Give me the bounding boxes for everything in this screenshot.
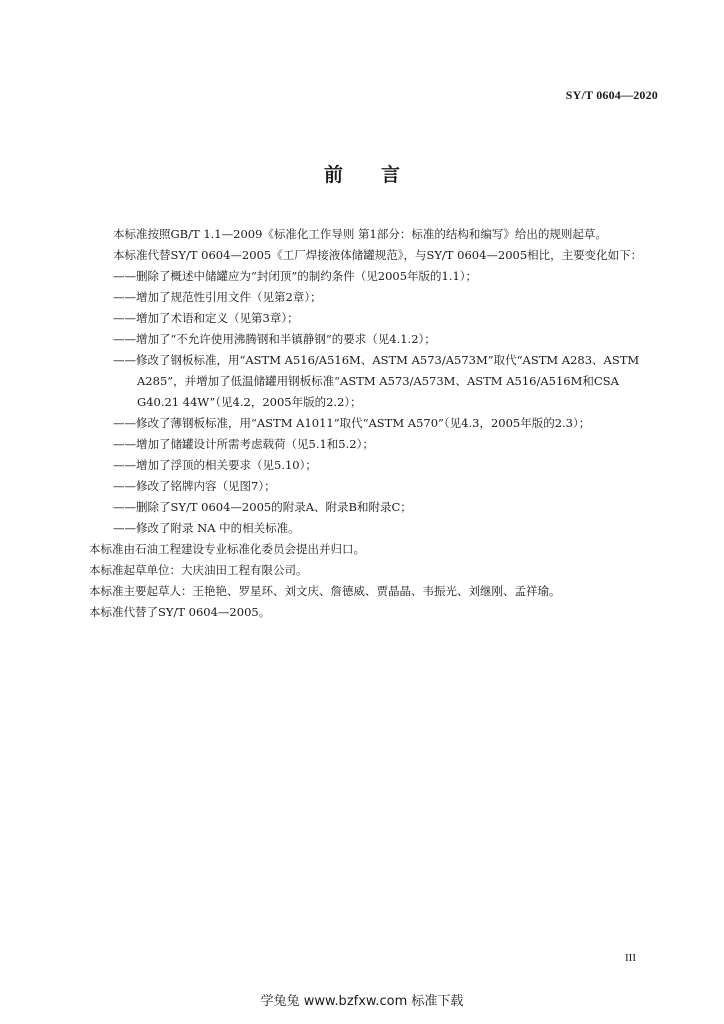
change-item: ——修改了铭牌内容（见图7）；: [113, 479, 276, 493]
change-item: ——修改了附录 NA 中的相关标准。: [113, 521, 300, 535]
replacement-paragraph: 本标准代替SY/T 0604—2005《工厂焊接液体储罐规范》，与SY/T 0604—2005相比，主要变化如下：: [113, 248, 643, 262]
intro-paragraph: 本标准按照GB/T 1.1—2009《标准化工作导则 第1部分：标准的结构和编写》给出的规则起草。: [113, 227, 607, 241]
proposer-line: 本标准由石油工程建设专业标准化委员会提出并归口。: [89, 542, 365, 556]
change-item: ——增加了浮顶的相关要求（见5.10）；: [113, 458, 317, 472]
change-item: ——修改了钢板标准，用“ASTM A516/A516M、ASTM A573/A573M”取代“ASTM A283、ASTM A285”，并增加了低温储罐用钢板标准“ASTM A573/A573M、ASTM A516/A516M和CSA G40.21 44W”（见4.2，2005年版的2.2）；: [113, 353, 640, 409]
change-item: ——增加了储罐设计所需考虑载荷（见5.1和5.2）；: [113, 437, 374, 451]
page-number: III: [625, 952, 636, 964]
change-item: ——删除了SY/T 0604—2005的附录A、附录B和附录C；: [113, 500, 412, 514]
page-title: 前言: [323, 164, 438, 186]
change-item: ——增加了规范性引用文件（见第2章）；: [113, 290, 322, 304]
footer-watermark: 学兔兔 www.bzfxw.com 标准下载: [260, 994, 464, 1009]
drafters-line: 本标准主要起草人：王艳艳、罗星环、刘文庆、詹德威、贾晶晶、韦振光、刘继刚、孟祥瑜。: [89, 584, 561, 598]
change-item: ——删除了概述中储罐应为“封闭顶”的制约条件（见2005年版的1.1）；: [113, 269, 478, 283]
change-item: ——修改了薄钢板标准，用“ASTM A1011”取代“ASTM A570”（见4.3，2005年版的2.3）；: [113, 416, 591, 430]
drafting-unit-line: 本标准起草单位：大庆油田工程有限公司。: [89, 563, 308, 577]
standard-code-header: SY/T 0604—2020: [565, 88, 658, 102]
foreword-body: [89, 224, 657, 623]
change-item: ——增加了术语和定义（见第3章）；: [113, 311, 299, 325]
supersedes-line: 本标准代替了SY/T 0604—2005。: [89, 605, 271, 619]
change-item: ——增加了“不允许使用沸腾钢和半镇静钢”的要求（见4.1.2）；: [113, 332, 436, 346]
